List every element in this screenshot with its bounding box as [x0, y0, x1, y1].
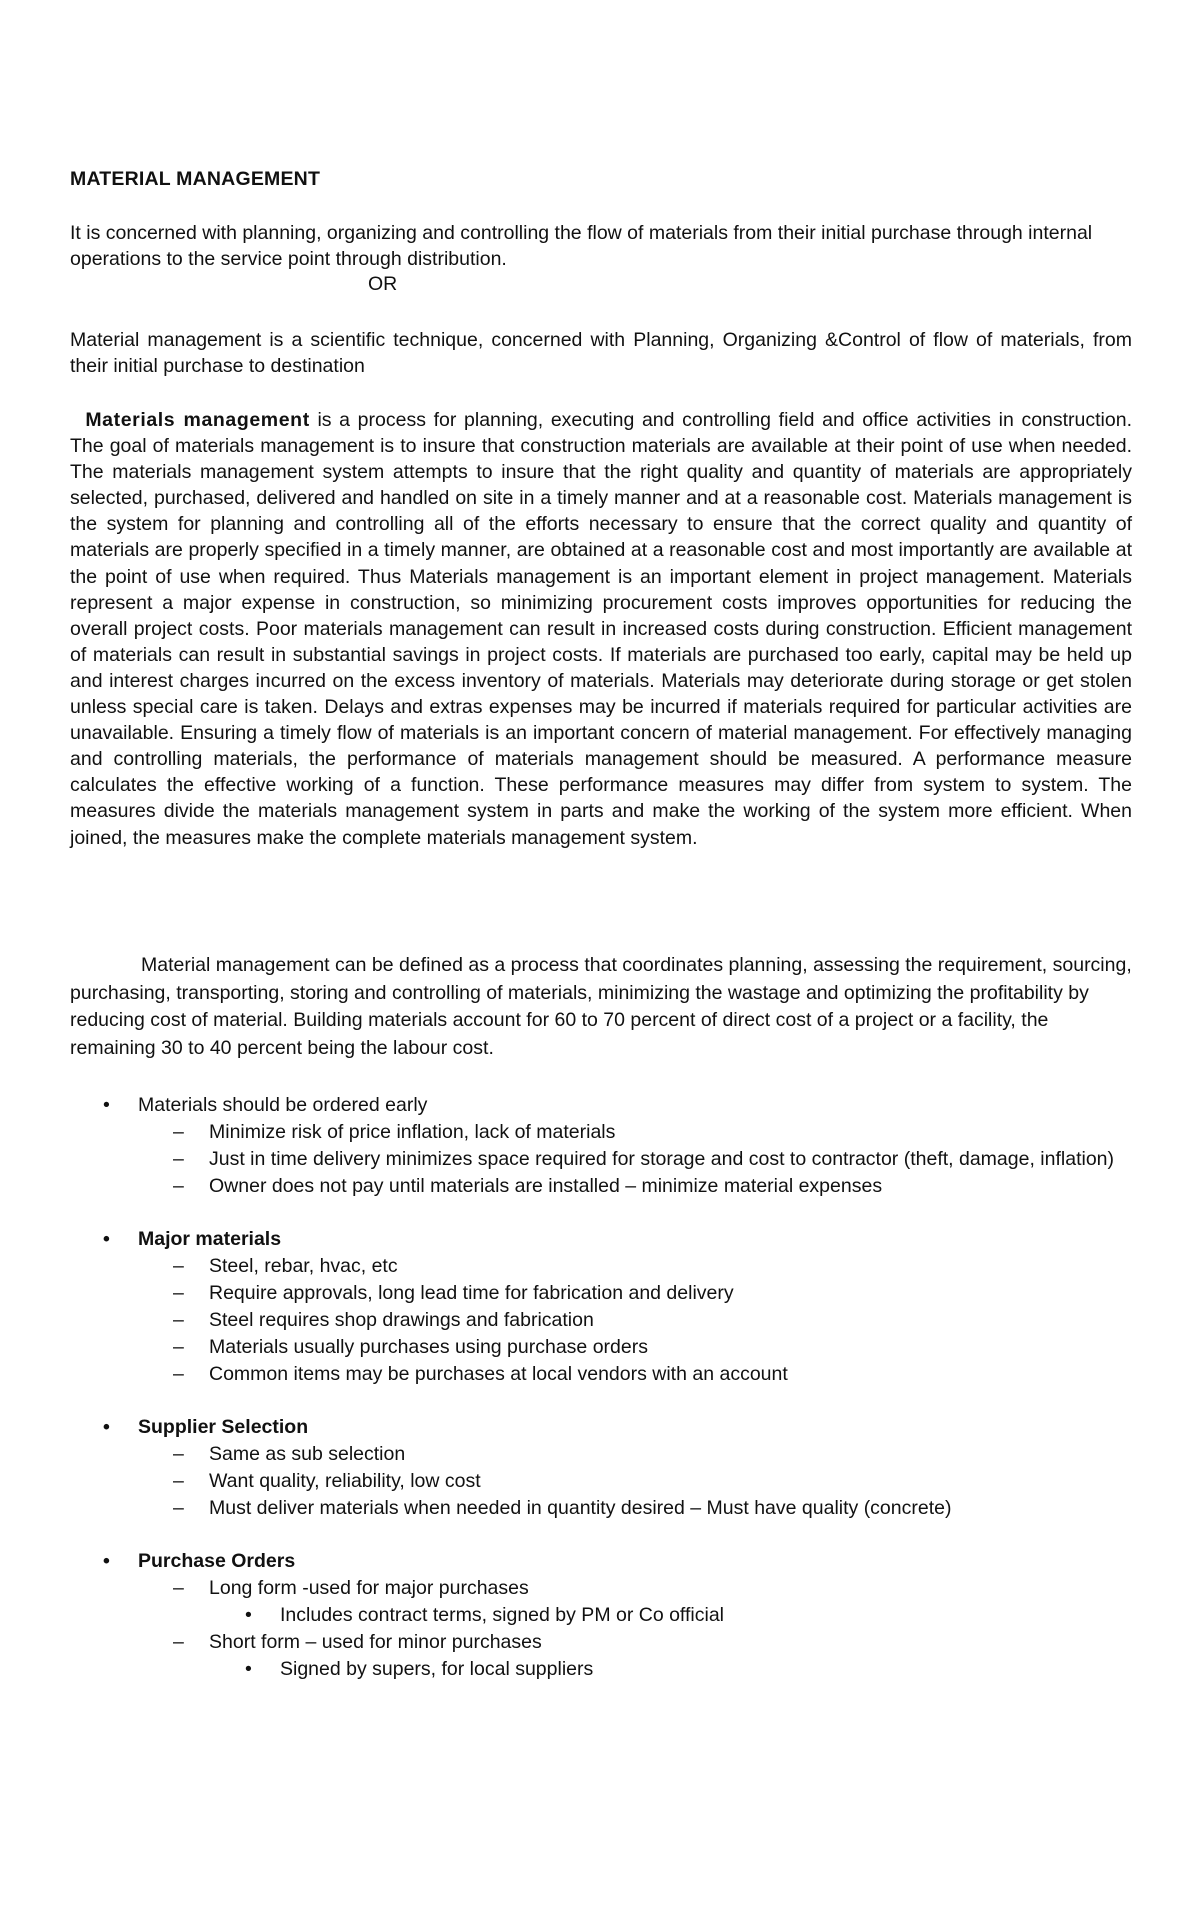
list-item [70, 1280, 1132, 1307]
list-item-text: Materials usually purchases using purchase orders [209, 1336, 648, 1358]
section-heading [70, 1226, 1132, 1253]
dash-icon: – [173, 1336, 184, 1358]
list-item-text: Just in time delivery minimizes space required for storage and cost to contractor (theft, damage, inflation) [209, 1148, 1114, 1170]
section-heading [70, 1548, 1132, 1575]
dash-icon: – [173, 1470, 184, 1492]
dash-icon: – [173, 1282, 184, 1304]
list-item [70, 1119, 1132, 1146]
dash-icon: – [173, 1175, 184, 1197]
list-item [70, 1146, 1132, 1173]
list-item [70, 1334, 1132, 1361]
paragraph-lead-term: Materials management [85, 409, 310, 431]
section-heading-text: Materials should be ordered early [138, 1094, 428, 1116]
paragraph-definition-2: Material management is a scientific technique, concerned with Planning, Organizing &Control of flow of materials, from their initial purchase to destination [70, 329, 1132, 378]
bullet-icon: • [103, 1550, 110, 1572]
list-item-text: Common items may be purchases at local vendors with an account [209, 1363, 788, 1385]
list-section [70, 1226, 1132, 1388]
dash-icon: – [173, 1148, 184, 1170]
section-heading-text: Supplier Selection [138, 1416, 309, 1438]
list-item-text: Must deliver materials when needed in quantity desired – Must have quality (concrete) [209, 1497, 952, 1519]
list-item-text: Minimize risk of price inflation, lack of materials [209, 1121, 616, 1143]
list-item [70, 1253, 1132, 1280]
dash-icon: – [173, 1443, 184, 1465]
list-item-text: Want quality, reliability, low cost [209, 1470, 481, 1492]
document-title: MATERIAL MANAGEMENT [70, 168, 321, 190]
section-heading [70, 1414, 1132, 1441]
nested-list-item [70, 1656, 1132, 1683]
dash-icon: – [173, 1497, 184, 1519]
list-section [70, 1548, 1132, 1683]
list-item-text: Steel requires shop drawings and fabrication [209, 1309, 594, 1331]
dash-icon: – [173, 1577, 184, 1599]
list-item-text: Long form -used for major purchases [209, 1577, 529, 1599]
section-heading-text: Major materials [138, 1228, 282, 1250]
paragraph-materials-management [70, 407, 1132, 851]
dash-icon: – [173, 1121, 184, 1143]
list-item-text: Includes contract terms, signed by PM or Co official [280, 1604, 724, 1626]
list-item [70, 1361, 1132, 1388]
paragraph-definition-1: It is concerned with planning, organizing and controlling the flow of materials from their initial purchase through internal operations to the service point through distribution. [70, 222, 1093, 271]
section-heading [70, 1092, 1132, 1119]
dash-icon: – [173, 1631, 184, 1653]
list-item-text: Owner does not pay until materials are installed – minimize material expenses [209, 1175, 883, 1197]
list-item [70, 1468, 1132, 1495]
list-item [70, 1629, 1132, 1656]
section-heading-text: Purchase Orders [138, 1550, 296, 1572]
paragraph-definition-3 [70, 952, 1132, 1062]
bullet-list [70, 1092, 1132, 1709]
list-item [70, 1173, 1132, 1200]
paragraph-body: is a process for planning, executing and controlling field and office activities in construction. The goal of materials management is to insure that construction materials are available at their point of use when needed. The materials management system attempts to insure that the right quality and quantity of materials are appropriately selected, purchased, delivered and handled on site in a timely manner and at a reasonable cost. Materials management is the system for planning and controlling all of the efforts necessary to ensure that the correct quality and quantity of materials are properly specified in a timely manner, are obtained at a reasonable cost and most importantly are available at the point of use when required. Thus Materials management is an important element in project management. Materials represent a major expense in construction, so minimizing procurement costs improves opportunities for reducing the overall project costs. Poor materials management can result in increased costs during construction. Efficient management of materials can result in substantial savings in project costs. If materials are purchased too early, capital may be held up and interest charges incurred on the excess inventory of materials. Materials may deteriorate during storage or get stolen unless special care is taken. Delays and extras expenses may be incurred if materials required for particular activities are unavailable. Ensuring a timely flow of materials is an important concern of material management. For effectively managing and controlling materials, the performance of materials management should be measured. A performance measure calculates the effective working of a function. These performance measures may differ from system to system. The measures divide the materials management system in parts and make the working of the system more efficient. When joined, the measures make the complete materials management system. [70, 409, 1132, 849]
bullet-icon: • [245, 1658, 252, 1680]
list-item-text: Steel, rebar, hvac, etc [209, 1255, 398, 1277]
list-item-text: Require approvals, long lead time for fabrication and delivery [209, 1282, 734, 1304]
bullet-icon: • [103, 1228, 110, 1250]
list-item-text: Signed by supers, for local suppliers [280, 1658, 594, 1680]
list-item [70, 1307, 1132, 1334]
list-item [70, 1575, 1132, 1602]
list-section [70, 1414, 1132, 1522]
paragraph-definition-3-text: Material management can be defined as a process that coordinates planning, assessing the requirement, sourcing, purchasing, transporting, storing and controlling of materials, minimizing the wastage and optimizing the profitability by reducing cost of material. Building materials account for 60 to 70 percent of direct cost of a project or a facility, the remaining 30 to 40 percent being the labour cost. [70, 954, 1132, 1059]
list-item-text: Short form – used for minor purchases [209, 1631, 542, 1653]
list-item [70, 1495, 1132, 1522]
dash-icon: – [173, 1309, 184, 1331]
dash-icon: – [173, 1363, 184, 1385]
list-item-text: Same as sub selection [209, 1443, 406, 1465]
list-section [70, 1092, 1132, 1200]
document-page [70, 0, 1132, 1906]
bullet-icon: • [103, 1094, 110, 1116]
list-item [70, 1441, 1132, 1468]
bullet-icon: • [103, 1416, 110, 1438]
or-separator: OR [368, 273, 398, 295]
dash-icon: – [173, 1255, 184, 1277]
nested-list-item [70, 1602, 1132, 1629]
bullet-icon: • [245, 1604, 252, 1626]
